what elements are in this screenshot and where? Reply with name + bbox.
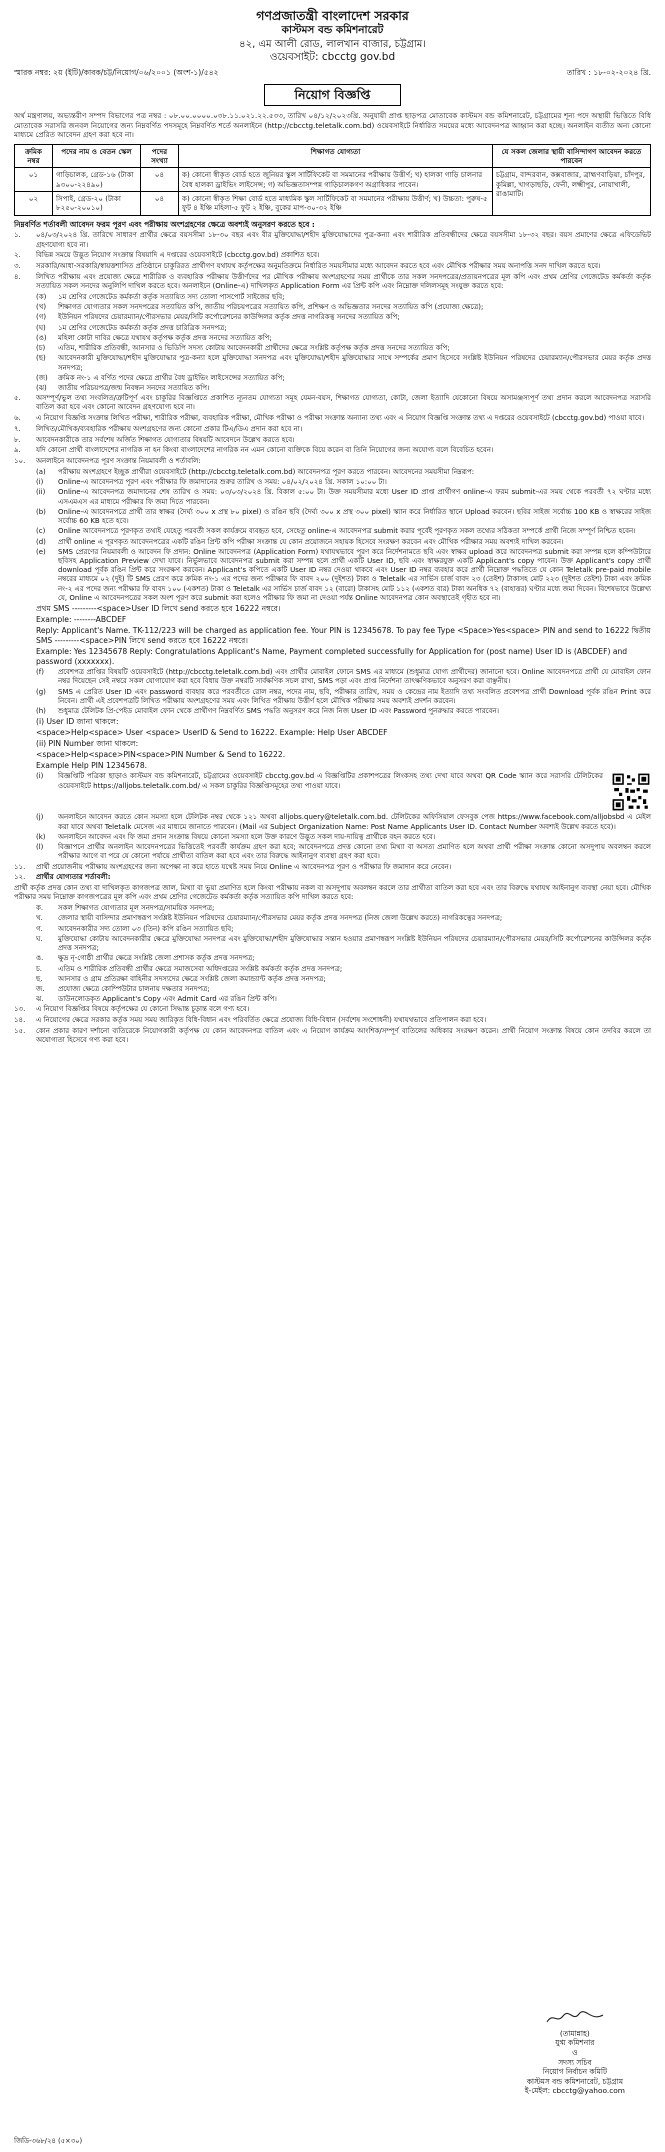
- item-number: ৩.: [14, 262, 21, 271]
- sub-text: বিজ্ঞপ্তিটি পত্রিকা ছাড়াও কাস্টমস বন্ড কমিশনারেট, চট্টগ্রামের ওয়েবসাইট cbcctg.gov.bd এ বিজ্ঞপ্তিটির প্রকাশপত্রের লিংকসহ তথ্য দেখা যাবে অথবা QR Code স্ক্যান করে সরাসরি টেলিটকের ওয়েবসাইটে https://alljobs.teletalk.com.bd/ এ সকল চাকুরির বিজ্ঞপ্তিসমূহের তথ্য পাওয়া যাবে।: [58, 772, 603, 790]
- sub-text: Online আবেদনপত্রে পূরণকৃত তথ্যই যেহেতু পরবর্তী সকল কার্যক্রমে ব্যবহৃত হবে, সেহেতু online-এ আবেদনপত্র submit করার পূর্বেই পূরণকৃত সকল তথ্যের সঠিকতা সম্পর্কে প্রার্থী নিজে সম্পূর্ণ নিশ্চিত হবেন।: [58, 527, 636, 536]
- table-header-row: [15, 144, 651, 168]
- table-row: [15, 168, 651, 192]
- item-number: ৬.: [14, 414, 21, 423]
- item-text: সরকারি/আধা-সরকারি/স্বায়ত্তশাসিত প্রতিষ্ঠানে চাকুরিরত প্রার্থীগণ যথাযথ কর্তৃপক্ষের অনুমতিক্রমে নির্ধারিত সময়সীমার মধ্যে আবেদন করতে হবে এবং মৌখিক পরীক্ষার সময় অনাপত্তি সনদ দাখিল করতে হবে।: [36, 262, 601, 271]
- online-rules-2: [14, 668, 651, 716]
- qr-code-icon[interactable]: [611, 772, 651, 812]
- list-item: [14, 251, 651, 260]
- conditions-list: [14, 231, 651, 291]
- header: [14, 8, 651, 65]
- row-qualification: ক) কোনো স্বীকৃত শিক্ষা বোর্ড হতে মাধ্যমিক স্কুল সার্টিফিকেট বা সমমানের পরীক্ষায় উত্তীর্ণ; খ) উচ্চতা: পুরুষ-৫ ফুট ৪ ইঞ্চি মহিলা-৫ ফুট ২ ইঞ্চি, বুকের মাপ-৩০-৩২ ইঞ্চি: [179, 191, 493, 215]
- paragraph: [14, 884, 651, 902]
- website-line: [14, 51, 651, 65]
- document-checklist: [14, 904, 651, 1004]
- sub-label: (ঙ): [36, 333, 47, 342]
- reference-line: [14, 68, 651, 78]
- sub-text: শিক্ষাগত যোগ্যতার সকল সনদপত্রের সত্যায়িত কপি, জাতীয় পরিচয়পত্রের সত্যায়িত কপি, প্রশিক্ষণ ও অভিজ্ঞতার সনদের সত্যায়িত কপি (প্রযোজ্য ক্ষেত্রে);: [58, 303, 484, 312]
- item-text: অসম্পূর্ণ/ভুল তথ্য সংবলিত/ত্রুটিপূর্ণ এবং চাকুরির বিজ্ঞপ্তিতে প্রকাশিত ন্যূনতম যোগ্যতা সমূহ যেমন-বয়স, শিক্ষাগত যোগ্যতা, কোটা, জেলা ইত্যাদি যেকোনো বিষয়ে অসামঞ্জস্যপূর্ণ তথ্য প্রদান করলে আবেদনপত্র সরাসরি বাতিল করা হবে এবং কোনো আবেদন গ্রহণযোগ্য হবে না।: [36, 394, 651, 412]
- list-item: [36, 772, 651, 812]
- item-number: ১৪.: [14, 1016, 26, 1025]
- list-item: [14, 863, 651, 872]
- item-number: ৭.: [14, 424, 21, 433]
- item-number: ৮.: [14, 435, 21, 444]
- posts-table: [14, 144, 651, 216]
- sms-line: প্রথম SMS ---------<space>User ID লিখে send করতে হবে 16222 নম্বরে।: [36, 604, 281, 614]
- row-serial: ০২: [15, 191, 53, 215]
- conditions-heading: নিম্নবর্ণিত শর্তাবলী আবেদন ফরম পূরণ এবং পরীক্ষায় অংশগ্রহণের ক্ষেত্রে অবশ্যই অনুসরণ করতে হবে :: [14, 219, 315, 229]
- list-item: [14, 1027, 651, 1045]
- col-qualification: শিক্ষাগত যোগ্যতা: [179, 144, 493, 168]
- item-text: প্রার্থী প্রয়োজনীয় পরীক্ষায় অংশগ্রহণের জন্য অপেক্ষা না করে হাতে যথেষ্ট সময় নিয়ে Online এ আবেদনপত্র পূরণ ও পরীক্ষার ফি জমাদান করে নেবেন।: [36, 862, 452, 871]
- sub-text: আনসার ও গ্রাম প্রতিরক্ষা বাহিনীর সদস্যদের ক্ষেত্রে সংশ্লিষ্ট জেলা কমান্ড্যান্ট কর্তৃক প্রদত্ত সনদপত্র;: [58, 974, 326, 983]
- item-text: আবেদনকারীকে তার সর্বশেষ অর্জিত শিক্ষাগত যোগ্যতার বিষয়টি আবেদনে উল্লেখ করতে হবে।: [36, 435, 295, 444]
- col-post: পদের নাম ও বেতন স্কেল: [53, 144, 141, 168]
- signatory-committee: নিয়োগ নির্বাচন কমিটি: [542, 2067, 607, 2077]
- list-item: [36, 668, 651, 686]
- signature-block: [525, 2010, 625, 2096]
- list-item: [14, 394, 651, 412]
- sub-text: জেলার স্থায়ী বাসিন্দার প্রমাণস্বরূপ সংশ্লিষ্ট ইউনিয়ন পরিষদের চেয়ারম্যান/পৌরসভার মেয়র কর্তৃক প্রদত্ত সনদপত্র (নিজ জেলা উল্লেখ করতে) নাগরিকত্বের সনদপত্র;: [58, 914, 503, 923]
- list-item: [36, 707, 651, 716]
- list-item: [36, 313, 651, 322]
- sub-label: (চ): [36, 344, 46, 353]
- item-text: প্রার্থী কর্তৃক প্রদত্ত কোন তথ্য বা দাখিলকৃত কাগজপত্র জাল, মিথ্যা বা ভুয়া প্রমাণিত হলে কিংবা পরীক্ষায় নকল বা অসদুপায় অবলম্বন করলে তার প্রার্থীতা বাতিল করা হবে এবং তার বিরুদ্ধে যথাযথ আইনানুগ ব্যবস্থা নেয়া হবে। মৌখিক পরীক্ষার সময় নিম্নোক্ত কাগজপত্রের মূল কপি এবং প্রথম শ্রেণির গেজেটেড কর্মকর্তা কর্তৃক সত্যায়িত কপি দাখিল করতে হবে:: [14, 884, 651, 902]
- recovery-line: <space>Help<space>PIN<space>PIN Number & Send to 16222.: [36, 750, 286, 760]
- item-text: অনলাইনে আবেদনপত্র পূরণ সংক্রান্ত নিয়মাবলী ও শর্তাবলি:: [36, 457, 201, 466]
- list-item: [36, 833, 651, 842]
- signature-icon: [545, 2010, 605, 2026]
- recovery-line: (i) User ID জানা থাকলে:: [36, 717, 119, 727]
- signatory-office: কাস্টমস বন্ড কমিশনারেট, চট্টগ্রাম: [526, 2076, 623, 2086]
- sub-text: ক্রমিক নং-১ এ বর্ণিত পদের ক্ষেত্রে প্রার্থীর বৈধ ড্রাইভিং লাইসেন্সের সত্যায়িত কপি;: [58, 373, 285, 382]
- list-item: [36, 843, 651, 861]
- list-item: [14, 273, 651, 291]
- list-item: [14, 262, 651, 271]
- list-item: [36, 975, 651, 984]
- signatory-designation: যুগ্ম কমিশনার: [555, 2038, 595, 2048]
- tail-conditions: [14, 863, 651, 903]
- sub-text: বিজ্ঞাপনে প্রার্থীর অনলাইন আবেদনপত্রের ভিত্তিতেই পরবর্তী কার্যক্রম গ্রহণ করা হবে; আবেদনপত্রে প্রদত্ত কোনো তথ্য মিথ্যা বা অসত্য প্রমাণিত হলে অথবা প্রার্থী পরীক্ষা সংক্রান্ত কোনো অসদুপায় অবলম্বন করলে পরীক্ষার আগে বা পরে যে কোনো পর্যায়ে প্রার্থীতা বাতিল করা হবে এবং তার বিরুদ্ধে আইনানুগ ব্যবস্থা গ্রহণ করা হবে।: [58, 843, 651, 861]
- col-serial: ক্রমিক নম্বর: [15, 144, 53, 168]
- list-item: [36, 904, 651, 913]
- sub-label: (ii): [36, 488, 46, 497]
- sub-label: (জ): [36, 373, 48, 382]
- sub-text: প্রার্থী online এ পূরণকৃত আবেদনপত্রের একটি রঙিন প্রিন্ট কপি পরীক্ষা সংক্রান্ত যে কোন প্রয়োজনে সহায়ক হিসেবে সংরক্ষণ করবেন এবং মৌখিক পরীক্ষার সময় অবশ্যই দাখিল করবেন।: [58, 537, 564, 546]
- sub-label: ছ.: [36, 974, 43, 983]
- office-name: কাস্টমস বন্ড কমিশনারেট: [281, 24, 384, 37]
- item-text: ০৪/০৩/২০২৪ খ্রি. তারিখে সাধারণ প্রার্থীর ক্ষেত্রে বয়সসীমা ১৮-৩০ বছর এবং বীর মুক্তিযোদ্ধা/শহীদ মুক্তিযোদ্ধাদের পুত্র-কন্যা এবং শারীরিক প্রতিবন্ধীদের ক্ষেত্রে বয়সসীমা ১৮-৩২ বছর। বয়স প্রমাণের ক্ষেত্রে এফিডেভিট গ্রহণযোগ্য হবে না।: [36, 231, 651, 249]
- item-text: এ নিয়োগ বিজ্ঞপ্তির বিষয়ে কর্তৃপক্ষের যে কোনো সিদ্ধান্ত চূড়ান্ত বলে গণ্য হবে।: [36, 1005, 250, 1014]
- sub-text: Online-এ আবেদনপত্রে প্রার্থী তার স্বাক্ষর (দৈর্ঘ্য ৩০০ x প্রস্থ ৮০ pixel) ও রঙিন ছবি (দৈর্ঘ্য ৩০০ x প্রস্থ ৩০০ pixel) স্ক্যান করে নির্ধারিত স্থানে Upload করবেন। ছবির সাইজ সর্বোচ্চ 100 KB ও স্বাক্ষরের সাইজ সর্বোচ্চ 60 KB হতে হবে।: [58, 507, 651, 526]
- row-count: ০৪: [141, 168, 179, 192]
- item-number: ২.: [14, 251, 21, 260]
- list-item: [36, 324, 651, 333]
- sub-label: (k): [36, 832, 46, 841]
- item-number: ১১.: [14, 862, 26, 871]
- sub-text: এতিম ও শারীরিক প্রতিবন্ধী প্রার্থীর ক্ষেত্রে সমাজসেবা অধিদপ্তরের সংশ্লিষ্ট কর্মকর্তা কর্তৃক প্রদত্ত সনদপত্র;: [58, 964, 343, 973]
- list-item: [36, 985, 651, 994]
- sub-label: (d): [36, 537, 46, 546]
- recovery-line: Example Help PIN 12345678.: [36, 761, 148, 771]
- sub-text: জাতীয় পরিচয়পত্র/জন্ম নিবন্ধন সনদের সত্যায়িত কপি।: [58, 383, 210, 392]
- list-item: [36, 935, 651, 953]
- item-text: এ নিয়োগ বিজ্ঞপ্তি সংক্রান্ত লিখিত পরীক্ষা, শারীরিক পরীক্ষা, ব্যবহারিক পরীক্ষা, মৌখিক পরীক্ষা ও পরীক্ষা সংক্রান্ত অন্যান্য তথ্য এবং এ নিয়োগ বিজ্ঞপ্তি সংক্রান্ত তথ্য এ দপ্তরের ওয়েবসাইটে (cbcctg.gov.bd) পাওয়া যাবে।: [36, 414, 645, 423]
- sub-label: (f): [36, 668, 44, 677]
- list-item: [36, 813, 651, 831]
- item-number: ১.: [14, 231, 21, 240]
- list-item: [14, 446, 651, 455]
- list-item: [36, 344, 651, 353]
- list-item: [14, 873, 651, 882]
- list-item: [36, 374, 651, 383]
- sub-label: (g): [36, 687, 46, 696]
- sub-text: অনলাইনে আবেদন করতে কোন সমস্যা হলে টেলিটক নম্বর থেকে ১২১ অথবা alljobs.query@teletalk.com.bd. টেলিটকের অফিসিয়াল ফেসবুক পেজ https://www.facebook.com/alljobsbd এ মেইল করা যাবে অথবা Teletalk মেসেজ এর মাধ্যমে জানাতে পারবেন। (Mail এর Subject Organization Name: Post Name Applicants User ID. Contact Number অবশ্যই উল্লেখ করতে হবে)।: [58, 813, 651, 831]
- list-item: [36, 548, 651, 603]
- list-item: [36, 914, 651, 923]
- list-item: [14, 425, 651, 434]
- list-item: [36, 354, 651, 372]
- item-text: লিখিত পরীক্ষায় এবং প্রযোজ্য ক্ষেত্রে শারীরিক ও ব্যবহারিক পরীক্ষায় উত্তীর্ণদের পর মৌখিক পরীক্ষায় অংশগ্রহণের সময় প্রার্থীকে তার সকল সনদপত্রের/প্রত্যয়নপত্রের মূল কপি এবং প্রথম শ্রেণির গেজেটেড কর্মকর্তা কর্তৃক সত্যায়িত সকল সনদের অনুলিপি দাখিল করতে হবে। অনলাইনে (Online-এ) দাখিলকৃত Application Form এর প্রিন্ট কপি এবং নিম্নোক্ত দলিলসমূহ সংযুক্ত করতে হবে:: [36, 272, 651, 291]
- item-number: ৫.: [14, 394, 21, 403]
- sub-text: SMS প্রেরণের নিয়মাবলী ও আবেদন ফি প্রদান: Online আবেদনপত্র (Application Form) যথাযথভাবে পূরণ করে নির্দেশনামতে ছবি এবং স্বাক্ষর upload করে আবেদনপত্র submit করা সম্পন্ন হলে কম্পিউটারে ছবিসহ Application Preview দেখা যাবে। নির্ভুলভাবে আবেদনপত্র submit করা সম্পন্ন হলে প্রার্থী একটি User ID, ছবি এবং স্বাক্ষরযুক্ত একটি Applicant's copy পাবেন। উক্ত Applicant's copy প্রার্থী download পূর্বক রঙিন প্রিন্ট করে সংরক্ষণ করবেন। Applicant's কপিতে একটি User ID নম্বর দেওয়া থাকবে এবং User ID নম্বর ব্যবহার করে প্রার্থী নিম্নোক্ত পদ্ধতিতে যে কোন Teletalk pre-paid mobile নম্বরের মাধ্যমে ০২ (দুই) টি SMS প্রেরণ করে ক্রমিক নং-১ এর পদের জন্য পরীক্ষার ফি বাবদ ২০০ (দুইশত) টাকা ও Teletalk এর সার্ভিস চার্জ বাবদ ২৩ (তেইশ) টাকাসহ মোট ২২৩ (দুইশত তেইশ) টাকা এবং ক্রমিক নং-২ এর পদের জন্য পরীক্ষার ফি বাবদ ১০০ (একশত) টাকা ও Teletalk এর সার্ভিস চার্জ বাবদ ১২ (বারো) টাকাসহ মোট ১১২ (একশত বার) টাকা অনধিক ৭২ (বাহাত্তর) ঘণ্টার মধ্যে জমা দিবেন। বিশেষভাবে উল্লেখ্য যে, Online এ আবেদনপত্রের সকল অংশ পূরণ করে submit করা হলেও পরীক্ষার ফি জমা না দেওয়া পর্যন্ত Online আবেদনপত্র কোন অবস্থাতেই গৃহীত হবে না।: [58, 547, 651, 602]
- sms-line: Reply: Applicant's Name. TK-112/223 will be charged as application fee. Your PIN is 12345678. To pay fee Type <Space>Yes<space> PIN and send to 16222 দ্বিতীয় SMS ---------<space>PIN লিখে send করতে হবে 16222 নম্বরে।: [36, 626, 651, 646]
- sms-examples: [14, 604, 651, 667]
- row-count: ০৪: [141, 191, 179, 215]
- sub-label: (ঘ): [36, 323, 46, 332]
- sub-label: ক.: [36, 904, 44, 913]
- online-rules-3: [14, 772, 651, 861]
- conditions-list-2: [14, 394, 651, 466]
- website-link[interactable]: cbcctg gov.bd: [321, 50, 396, 63]
- footer-code: জিডি-৩৬৮/২৪ (৫×৩০): [14, 2137, 83, 2146]
- row-qualification: ক) কোনো স্বীকৃত বোর্ড হতে জুনিয়র স্কুল সার্টিফিকেট বা সমমানের পরীক্ষায় উত্তীর্ণ; খ) হালকা গাড়ি চালনার বৈধ হালকা ড্রাইভিং লাইসেন্স; গ) অভিজ্ঞতাসম্পন্ন গাড়িচালকগণ অগ্রাধিকার পাবেন।: [179, 168, 493, 192]
- row-post: সিপাই, গ্রেড-২০ (টাকা ৮২৫০-২০০১০): [53, 191, 141, 215]
- list-item: [36, 478, 651, 487]
- sub-text: ডাউনলোডকৃত Applicant's Copy এবং Admit Card এর রঙিন প্রিন্ট কপি।: [58, 995, 277, 1004]
- row-post: গাড়িচালক, গ্রেড-১৬ (টাকা ৯৩০০-২২৪৯০): [53, 168, 141, 192]
- title-wrap: [14, 84, 651, 107]
- item-number: ১২.: [14, 873, 26, 882]
- sub-label: (ঝ): [36, 383, 47, 392]
- list-item: [14, 231, 651, 249]
- sub-label: (b): [36, 507, 46, 516]
- sub-label: (গ): [36, 313, 47, 322]
- col-count: পদের সংখ্যা: [141, 144, 179, 168]
- list-item: [36, 303, 651, 312]
- sub-label: (খ): [36, 303, 47, 312]
- sub-label: (e): [36, 547, 46, 556]
- list-item: [14, 436, 651, 445]
- recovery-line: (ii) PIN Number জানা থাকলে:: [36, 739, 139, 749]
- sub-label: (j): [36, 813, 44, 822]
- list-item: [14, 1016, 651, 1025]
- signatory-email[interactable]: ই-মেইল: cbcctg@yahoo.com: [524, 2086, 625, 2096]
- sub-label: (h): [36, 707, 46, 716]
- item-text: লিখিত/মৌখিক/ব্যবহারিক পরীক্ষায় অংশগ্রহণের জন্য কোনো প্রকার টিএ/ডিএ প্রদান করা হবে না।: [36, 424, 303, 433]
- col-districts: যে সকল জেলার স্থায়ী বাসিন্দাগণ আবেদন করতে পারবেন: [493, 144, 651, 168]
- sub-text: আবেদনকারী মুক্তিযোদ্ধা/শহীদ মুক্তিযোদ্ধার পুত্র-কন্যা হলে মুক্তিযোদ্ধা সনদপত্র এবং মুক্তিযোদ্ধা/শহীদ মুক্তিযোদ্ধার সাথে সম্পর্কের প্রমাণ হিসেবে সংশ্লিষ্ট ইউনিয়ন পরিষদের চেয়ারম্যান/পৌরসভার মেয়র কর্তৃক প্রদত্ত সনদপত্র;: [58, 354, 651, 372]
- sub-text: অনলাইনে আবেদন এবং ফি জমা প্রদান সংক্রান্ত বিষয়ে কোনো সমস্যা হলে উক্ত কারণে উদ্ভূত সকল দায়-দায়িত্ব প্রার্থীকে বহন করতে হবে।: [58, 832, 436, 841]
- sub-label: (l): [36, 843, 44, 852]
- sub-label: ঝ.: [36, 995, 44, 1004]
- sub-label: জ.: [36, 984, 45, 993]
- list-item: [36, 508, 651, 526]
- list-item: [14, 457, 651, 466]
- item-text: কোন প্রকার কারণ দর্শানো ব্যতিরেকে নিয়োগকারী কর্তৃপক্ষ যে কোন আবেদনপত্র বাতিল এবং এ নিয়োগ কার্যক্রম আংশিক/সম্পূর্ণ বাতিলের অধিকার সংরক্ষণ করেন। প্রার্থী নিয়োগ সংক্রান্ত বিষয়ে কোন তদবির করলে তা অযোগ্যতা হিসেবে গণ্য করা হবে।: [36, 1026, 651, 1045]
- sms-line: Example: Yes 12345678 Reply: Congratulations Applicant's Name, Payment completed successfully for Application for (post name) User ID is (ABCDEF) and password (xxxxxxx).: [36, 647, 628, 667]
- sub-text: SMS এ প্রেরিত User ID এবং password ব্যবহার করে পরবর্তীতে রোল নম্বর, পদের নাম, ছবি, পরীক্ষার তারিখ, সময় ও কেন্দ্রের নাম ইত্যাদি তথ্য সংবলিত প্রবেশপত্র প্রার্থী Download পূর্বক রঙিন Print করে নিবেন। প্রার্থী এই প্রবেশপত্রটি লিখিত পরীক্ষায় অংশগ্রহণের সময় এবং লিখিত পরীক্ষায় উত্তীর্ণ হলে মৌখিক পরীক্ষার সময় অবশ্যই প্রদর্শন করবেন।: [58, 687, 651, 705]
- sub-text: আবেদনকারীর সদ্য তোলা ০৩ (তিন) কপি রঙিন সত্যায়িত ছবি;: [58, 924, 234, 933]
- item-number: ৯.: [14, 446, 21, 455]
- sub-label: ঙ.: [36, 954, 44, 963]
- sub-label: (i): [36, 478, 44, 487]
- sub-text: এতিম, শারীরিক প্রতিবন্ধী, আনসার ও ভিডিপি সদস্য কোটায় আবেদনকারী প্রার্থীদের ক্ষেত্রে সংশ্লিষ্ট কর্তৃপক্ষ কর্তৃক প্রদত্ত সনদের সত্যায়িত কপি;: [58, 344, 450, 353]
- government-name: গণপ্রজাতন্ত্রী বাংলাদেশ সরকার: [256, 8, 409, 23]
- final-conditions: [14, 1005, 651, 1045]
- list-item: [14, 414, 651, 423]
- item-text: এ নিয়োগের ক্ষেত্রে সরকার কর্তৃক সময় সময় জারিকৃত বিধি-বিধান এবং পরিবর্তিত ক্ষেত্রে প্রযোজ্য বিধি-বিধান (সর্বশেষ সংশোধনী) যথাযথভাবে প্রতিপালন করা হবে।: [36, 1016, 487, 1025]
- sub-text: ইউনিয়ন পরিষদের চেয়ারম্যান/পৌরসভার মেয়র/সিটি কর্পোরেশনের কাউন্সিলর কর্তৃক প্রদত্ত নাগরিকত্ব সনদের সত্যায়িত কপি;: [58, 313, 400, 322]
- list-item: [36, 538, 651, 547]
- list-item: [36, 468, 651, 477]
- item-number: ৪.: [14, 272, 21, 281]
- list-item: [36, 334, 651, 343]
- sub-text: ১ম শ্রেণির গেজেটেড কর্মকর্তা কর্তৃক সত্যায়িত সদ্য তোলা পাসপোর্ট সাইজের ছবি;: [58, 292, 285, 301]
- office-address: ৪২, এম আলী রোড, লালখান বাজার, চট্টগ্রাম।: [239, 38, 426, 50]
- sub-text: ১ম শ্রেণির গেজেটেড কর্মকর্তা কর্তৃক প্রদত্ত চারিত্রিক সনদপত্র;: [58, 323, 227, 332]
- sub-text: সকল শিক্ষাগত যোগ্যতার মূল সনদপত্র/সাময়িক সনদপত্র;: [58, 904, 215, 913]
- list-item: [36, 293, 651, 302]
- sms-line: Example: --------ABCDEF: [36, 615, 127, 625]
- item-text: প্রার্থীর যোগ্যতার শর্তাবলী:: [36, 873, 111, 882]
- row-districts: চট্টগ্রাম, বান্দরবান, কক্সবাজার, ব্রাহ্মণবাড়িয়া, চাঁদপুর, কুমিল্লা, খাগড়াছড়ি, ফেনী, লক্ষ্মীপুর, নোয়াখালী, রাঙামাটি।: [493, 168, 651, 215]
- online-rules: [14, 468, 651, 603]
- signatory-conj: ও: [572, 2047, 578, 2057]
- notice-date: তারিখ : ১৮-০২-২০২৪ খ্রি.: [566, 67, 651, 77]
- item-number: ১০.: [14, 457, 26, 466]
- sub-label: খ.: [36, 914, 43, 923]
- sub-label: (c): [36, 527, 46, 536]
- notice-title: নিয়োগ বিজ্ঞপ্তি: [264, 84, 402, 107]
- sub-label: গ.: [36, 924, 43, 933]
- list-item: [36, 954, 651, 963]
- list-item: [36, 995, 651, 1004]
- item-number: ১৫.: [14, 1026, 26, 1035]
- memo-number: স্মারক নম্বর: ২য় (ইটি)/কাবক/চট্ট/নিয়োগ/০৬/২০০১ (অংশ-১)/৫৪২: [14, 67, 219, 77]
- recovery-line: <space>Help<space> User <space> UserID & Send to 16222. Example: Help User ABCDEF: [36, 728, 388, 738]
- intro-paragraph: অর্থ মন্ত্রণালয়, অভ্যন্তরীণ সম্পদ বিভাগের পত্র নম্বর : ০৮.০০.০০০০.০৩৮.১১.০২১.২২.৫৩৩, তারিখ ০৪/১২/২০২৩খ্রি. অনুযায়ী প্রাপ্ত ছাড়পত্র মোতাবেক কাস্টমস বন্ড কমিশনারেট, চট্টগ্রামের শূন্য পদে অস্থায়ী ভিত্তিতে বিধি মোতাবেক সরাসরি জনবল নিয়োগের জন্য নিম্নবর্ণিত পদসমূহে নিম্নবর্ণিত শর্তে অনলাইনে (http://cbcctg.teletalk.com.bd) ওয়েবসাইটে নির্ধারিত সময়ের মধ্যে আবেদনপত্র আহ্বান করা হচ্ছে। অনলাইন ব্যতীত অন্য কোনো মাধ্যমে প্রেরিত আবেদন গ্রহণ করা হবে না।: [14, 111, 651, 140]
- sub-text: মুক্তিযোদ্ধা কোটায় আবেদনকারীর ক্ষেত্রে মুক্তিযোদ্ধা সনদপত্র এবং মুক্তিযোদ্ধা/শহীদ মুক্তিযোদ্ধার সন্তান হওয়ার প্রমাণস্বরূপ সংশ্লিষ্ট ইউনিয়ন পরিষদের চেয়ারম্যান/পৌরসভার মেয়র/সিটি কর্পোরেশনের কাউন্সিলর কর্তৃক প্রদত্ত সনদপত্র;: [58, 934, 651, 953]
- list-item: [36, 527, 651, 536]
- sub-label: (a): [36, 467, 46, 476]
- sub-label: ঘ.: [36, 934, 43, 943]
- list-item: [36, 965, 651, 974]
- recovery-instructions: [14, 717, 651, 771]
- list-item: [36, 925, 651, 934]
- list-item: [14, 1005, 651, 1014]
- sub-text: ক্ষুদ্র নৃ-গোষ্ঠী প্রার্থীর ক্ষেত্রে সংশ্লিষ্ট জেলা প্রশাসক কর্তৃক প্রদত্ত সনদপত্র;: [58, 954, 255, 963]
- sub-text: প্রবেশপত্র প্রাপ্তির বিষয়টি ওয়েবসাইটে (http://cbcctg.teletalk.com.bd) এবং প্রার্থীর মোবাইল ফোনে SMS এর মাধ্যমে (শুধুমাত্র যোগ্য প্রার্থীদের) জানানো হবে। Online আবেদনপত্রে প্রার্থী যে মোবাইল ফোন নম্বর দিয়েছেন সেই নম্বরে সকল যোগাযোগ করা হবে বিধায় উক্ত নম্বরটি সার্বক্ষণিক সচল রাখা, SMS পড়া এবং প্রাপ্ত নির্দেশনা তাৎক্ষণিকভাবে অনুসরণ করা বাঞ্ছনীয়।: [58, 668, 651, 686]
- item-text: বিভিন্ন সময়ে উদ্ভূত নিয়োগ সংক্রান্ত বিষয়াদি এ দপ্তরের ওয়েবসাইটে (cbcctg.gov.bd) প্রকাশিত হবে।: [36, 251, 320, 260]
- item-text: যদি কোনো প্রার্থী বাংলাদেশের নাগরিক না হন কিংবা বাংলাদেশের নাগরিক নন এমন কোনো ব্যক্তিকে বিয়ে করেন বা তিনি নিয়োগের জন্য অযোগ্য বলে বিবেচিত হবেন।: [36, 446, 494, 455]
- item-number: ১৩.: [14, 1005, 26, 1014]
- sub-text: Online-এ আবেদনপত্র পূরণ এবং পরীক্ষার ফি জমাদানের শুরুর তারিখ ও সময়: ০৪/০২/২০২৪ খ্রি. সকাল ১০:০০ টা।: [58, 478, 387, 487]
- row-serial: ০১: [15, 168, 53, 192]
- sub-text: প্রযোজ্য ক্ষেত্রে কোম্পিউটার চালনায় দক্ষতার সনদপত্র;: [58, 984, 210, 993]
- sub-text: Online-এ আবেদনপত্র জমাদানের শেষ তারিখ ও সময়: ০৩/০৩/২০২৪ খ্রি. বিকাল ৫:০০ টা। উক্ত সময়সীমার মধ্যে User ID প্রাপ্ত প্রার্থীগণ online-এ ফরম submit-এর সময় থেকে পরবর্তী ৭২ ঘণ্টার মধ্যে এসএমএস এর মাধ্যমে পরীক্ষার ফি জমা দিতে পারবেন।: [58, 488, 651, 506]
- list-item: [36, 488, 651, 506]
- sub-label: চ.: [36, 964, 43, 973]
- documents-sublist: [14, 293, 651, 393]
- sub-text: শুধুমাত্র টেলিটক প্রি-পেইড মোবাইল ফোন থেকে প্রার্থীগণ নিম্নবর্ণিত SMS পদ্ধতি অনুসরণ করে নিজ নিজ User ID এবং Password পুনরুদ্ধার করতে পারবেন।: [58, 707, 500, 716]
- list-item: [36, 688, 651, 706]
- signatory-name: (তামান্নাহ): [559, 2028, 590, 2038]
- sub-label: (ছ): [36, 354, 46, 363]
- sub-text: মহিলা কোটা দাবির ক্ষেত্রে যথাযথ কর্তৃপক্ষ কর্তৃক প্রদত্ত সনদের সত্যায়িত কপি;: [58, 333, 272, 342]
- sub-text: পরীক্ষায় অংশগ্রহণে ইচ্ছুক প্রার্থীরা ওয়েবসাইটে (http://cbcctg.teletalk.com.bd) আবেদনপত্র পূরণ করতে পারবেন। আবেদনের সময়সীমা নিম্নরূপ:: [58, 467, 475, 476]
- website-label: ওয়েবসাইট:: [269, 50, 319, 63]
- list-item: [36, 384, 651, 393]
- sub-label: (ক): [36, 292, 47, 301]
- sub-label: (i): [36, 772, 44, 781]
- signatory-role: সদস্য সচিব: [558, 2057, 592, 2067]
